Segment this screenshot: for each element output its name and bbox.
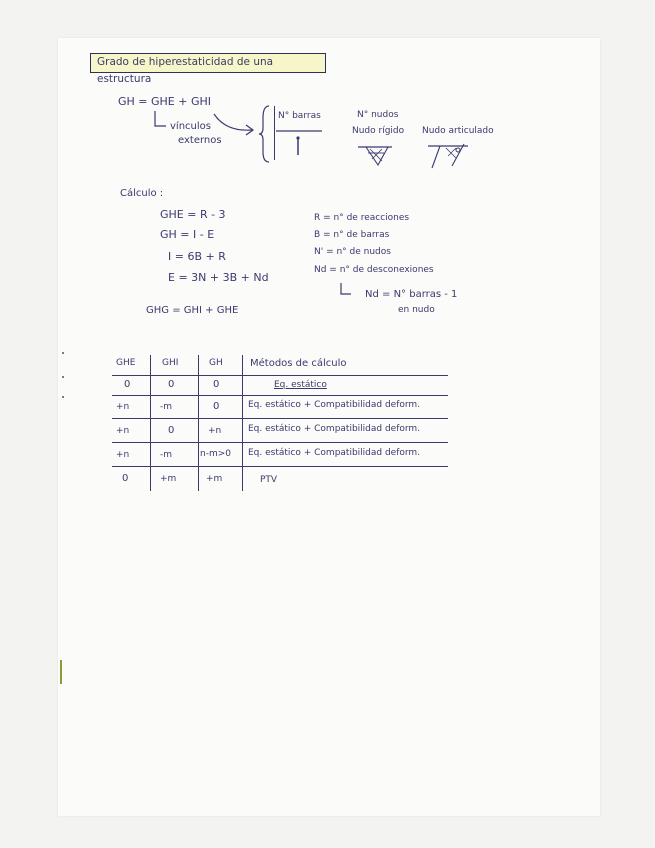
table-cell: +n — [116, 426, 130, 436]
table-cell: +n — [116, 402, 130, 412]
table-cell: 0 — [122, 473, 129, 484]
equation-gh: GH = I - E — [160, 228, 215, 241]
definition-nd: Nd = n° de desconexiones — [314, 265, 434, 275]
nudo-rigido-label: Nudo rígido — [352, 126, 405, 136]
table-rule — [112, 418, 448, 419]
table-cell: +n — [116, 450, 130, 460]
table-cell: -m — [160, 402, 173, 412]
table-cell: 0 — [168, 425, 175, 436]
table-header-metodos: Métodos de cálculo — [250, 358, 347, 369]
brace-icon — [258, 104, 272, 164]
nd-formula: Nd = N° barras - 1 — [365, 289, 458, 300]
table-rule — [112, 395, 448, 396]
hook-arrow-icon — [152, 110, 172, 132]
n-barras-label: N° barras — [278, 111, 321, 121]
definition-r: R = n° de reacciones — [314, 213, 410, 223]
table-cell: n-m>0 — [200, 449, 231, 459]
table-cell: 0 — [213, 401, 220, 412]
table-rule — [112, 375, 448, 376]
en-nudo-label: en nudo — [398, 305, 435, 315]
table-cell: PTV — [260, 475, 278, 485]
table-cell: 0 — [168, 379, 175, 390]
methods-table — [108, 355, 453, 495]
table-header-ghi: GHI — [162, 358, 179, 368]
dot-mark — [62, 396, 64, 398]
arrow-right-icon — [212, 108, 262, 138]
table-rule — [112, 442, 448, 443]
table-header-gh: GH — [209, 358, 223, 368]
vinculos-label: vínculos — [170, 121, 211, 132]
table-rule — [112, 466, 448, 467]
dot-mark — [62, 352, 64, 354]
table-cell: +n — [208, 426, 222, 436]
equation-e: E = 3N + 3B + Nd — [168, 271, 269, 284]
calculo-label: Cálculo : — [120, 188, 164, 199]
definition-b: B = n° de barras — [314, 230, 390, 240]
n-nudos-label: N° nudos — [357, 110, 399, 120]
rigid-node-icon — [358, 143, 398, 173]
definition-n: N' = n° de nudos — [314, 247, 391, 257]
bar-support-icon — [276, 128, 326, 158]
dot-mark — [62, 376, 64, 378]
table-cell: -m — [160, 450, 173, 460]
table-header-ghe: GHE — [116, 358, 136, 368]
equation-i: I = 6B + R — [168, 250, 226, 263]
hook-arrow-icon — [338, 282, 358, 302]
articulated-node-icon — [428, 140, 474, 174]
table-cell: +m — [160, 474, 177, 484]
table-cell: Eq. estático — [274, 380, 327, 390]
table-rule — [242, 355, 243, 491]
table-cell: +m — [206, 474, 223, 484]
highlight-mark — [60, 660, 62, 684]
externos-label: externos — [178, 135, 222, 146]
equation-ghe: GHE = R - 3 — [160, 208, 226, 221]
nudo-articulado-label: Nudo articulado — [422, 126, 494, 136]
table-cell: 0 — [213, 379, 220, 390]
formula-gh: GH = GHE + GHI — [118, 95, 212, 108]
table-rule — [198, 355, 199, 491]
table-cell: Eq. estático + Compatibilidad deform. — [248, 400, 421, 410]
table-cell: Eq. estático + Compatibilidad deform. — [248, 448, 421, 458]
equation-ghg: GHG = GHI + GHE — [146, 305, 239, 316]
table-cell: Eq. estático + Compatibilidad deform. — [248, 424, 421, 434]
brace-line — [274, 106, 275, 160]
page-title: Grado de hiperestaticidad de una estructura — [90, 53, 326, 73]
table-rule — [150, 355, 151, 491]
table-cell: 0 — [124, 379, 131, 390]
